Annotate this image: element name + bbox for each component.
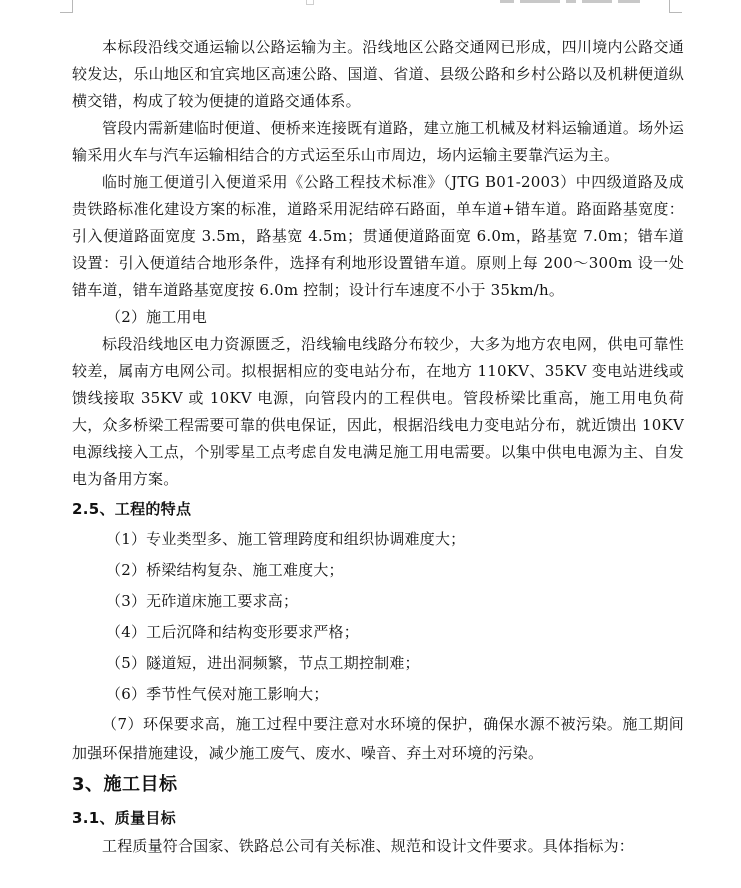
- subheading-power: （2）施工用电: [106, 308, 207, 326]
- margin-corner-mark: [60, 0, 73, 13]
- paragraph-transport-overview: 本标段沿线交通运输以公路运输为主。沿线地区公路交通网已形成，四川境内公路交通较发达，乐山地区和宜宾地区高速公路、国道、省道、县级公路和乡村公路以及机耕便道纵横交错，构成了较为便捷的道路交通体系。: [72, 38, 684, 110]
- feature-item-environment: （7）环保要求高，施工过程中要注意对水环境的保护，确保水源不被污染。施工期间加强环保措施建设，减少施工废气、废水、噪音、弃土对环境的污染。: [72, 715, 684, 762]
- section-3-1-title: 3.1、质量目标: [72, 809, 176, 827]
- paragraph-quality-intro: 工程质量符合国家、铁路总公司有关标准、规范和设计文件要求。具体指标为：: [102, 837, 635, 855]
- margin-corner-mark: [669, 0, 682, 13]
- paragraph-temporary-roads: 管段内需新建临时便道、便桥来连接既有道路，建立施工机械及材料运输通道。场外运输采用火车与汽车运输相结合的方式运至乐山市周边，场内运输主要靠汽运为主。: [72, 119, 684, 164]
- header-remnant: [500, 0, 660, 6]
- paragraph-road-standard: 临时施工便道引入便道采用《公路工程技术标准》（JTG B01-2003）中四级道路及成贵铁路标准化建设方案的标准，道路采用泥结碎石路面，单车道+错车道。路面路基宽度：引入便道路面宽度 3.5m，路基宽 4.5m；贯通便道路面宽 6.0m，路基宽 7.0m；错车道设置：引入便道结合地形条件，选择有利地形设置错车道。原则上每 200～300m 设一处错车道，错车道路基宽度按 6.0m 控制；设计行车速度不小于 35km/h。: [72, 173, 684, 299]
- feature-item: （3）无砟道床施工要求高；: [106, 592, 299, 610]
- paragraph-power-supply: 标段沿线地区电力资源匮乏，沿线输电线路分布较少，大多为地方农电网，供电可靠性较差，属南方电网公司。拟根据相应的变电站分布，在地方 110KV、35KV 变电站进线或馈线接取 35KV 或 10KV 电源，向管段内的工程供电。管段桥梁比重高，施工用电负荷大，众多桥梁工程需要可靠的供电保证，因此，根据沿线电力变电站分布，就近馈出 10KV 电源线接入工点，个别零星工点考虑自发电满足施工用电需要。以集中供电电源为主、自发电为备用方案。: [72, 335, 684, 488]
- document-body: [72, 34, 684, 860]
- section-3-title: 3、施工目标: [72, 774, 178, 795]
- feature-item: （4）工后沉降和结构变形要求严格；: [106, 623, 359, 641]
- feature-item: （2）桥梁结构复杂、施工难度大；: [106, 561, 344, 579]
- section-2-5-title: 2.5、工程的特点: [72, 500, 192, 518]
- ruler-tick: [306, 0, 314, 5]
- feature-item: （1）专业类型多、施工管理跨度和组织协调难度大；: [106, 530, 466, 548]
- feature-item: （5）隧道短，进出洞频繁，节点工期控制难；: [106, 654, 420, 672]
- feature-item: （6）季节性气侯对施工影响大；: [106, 685, 329, 703]
